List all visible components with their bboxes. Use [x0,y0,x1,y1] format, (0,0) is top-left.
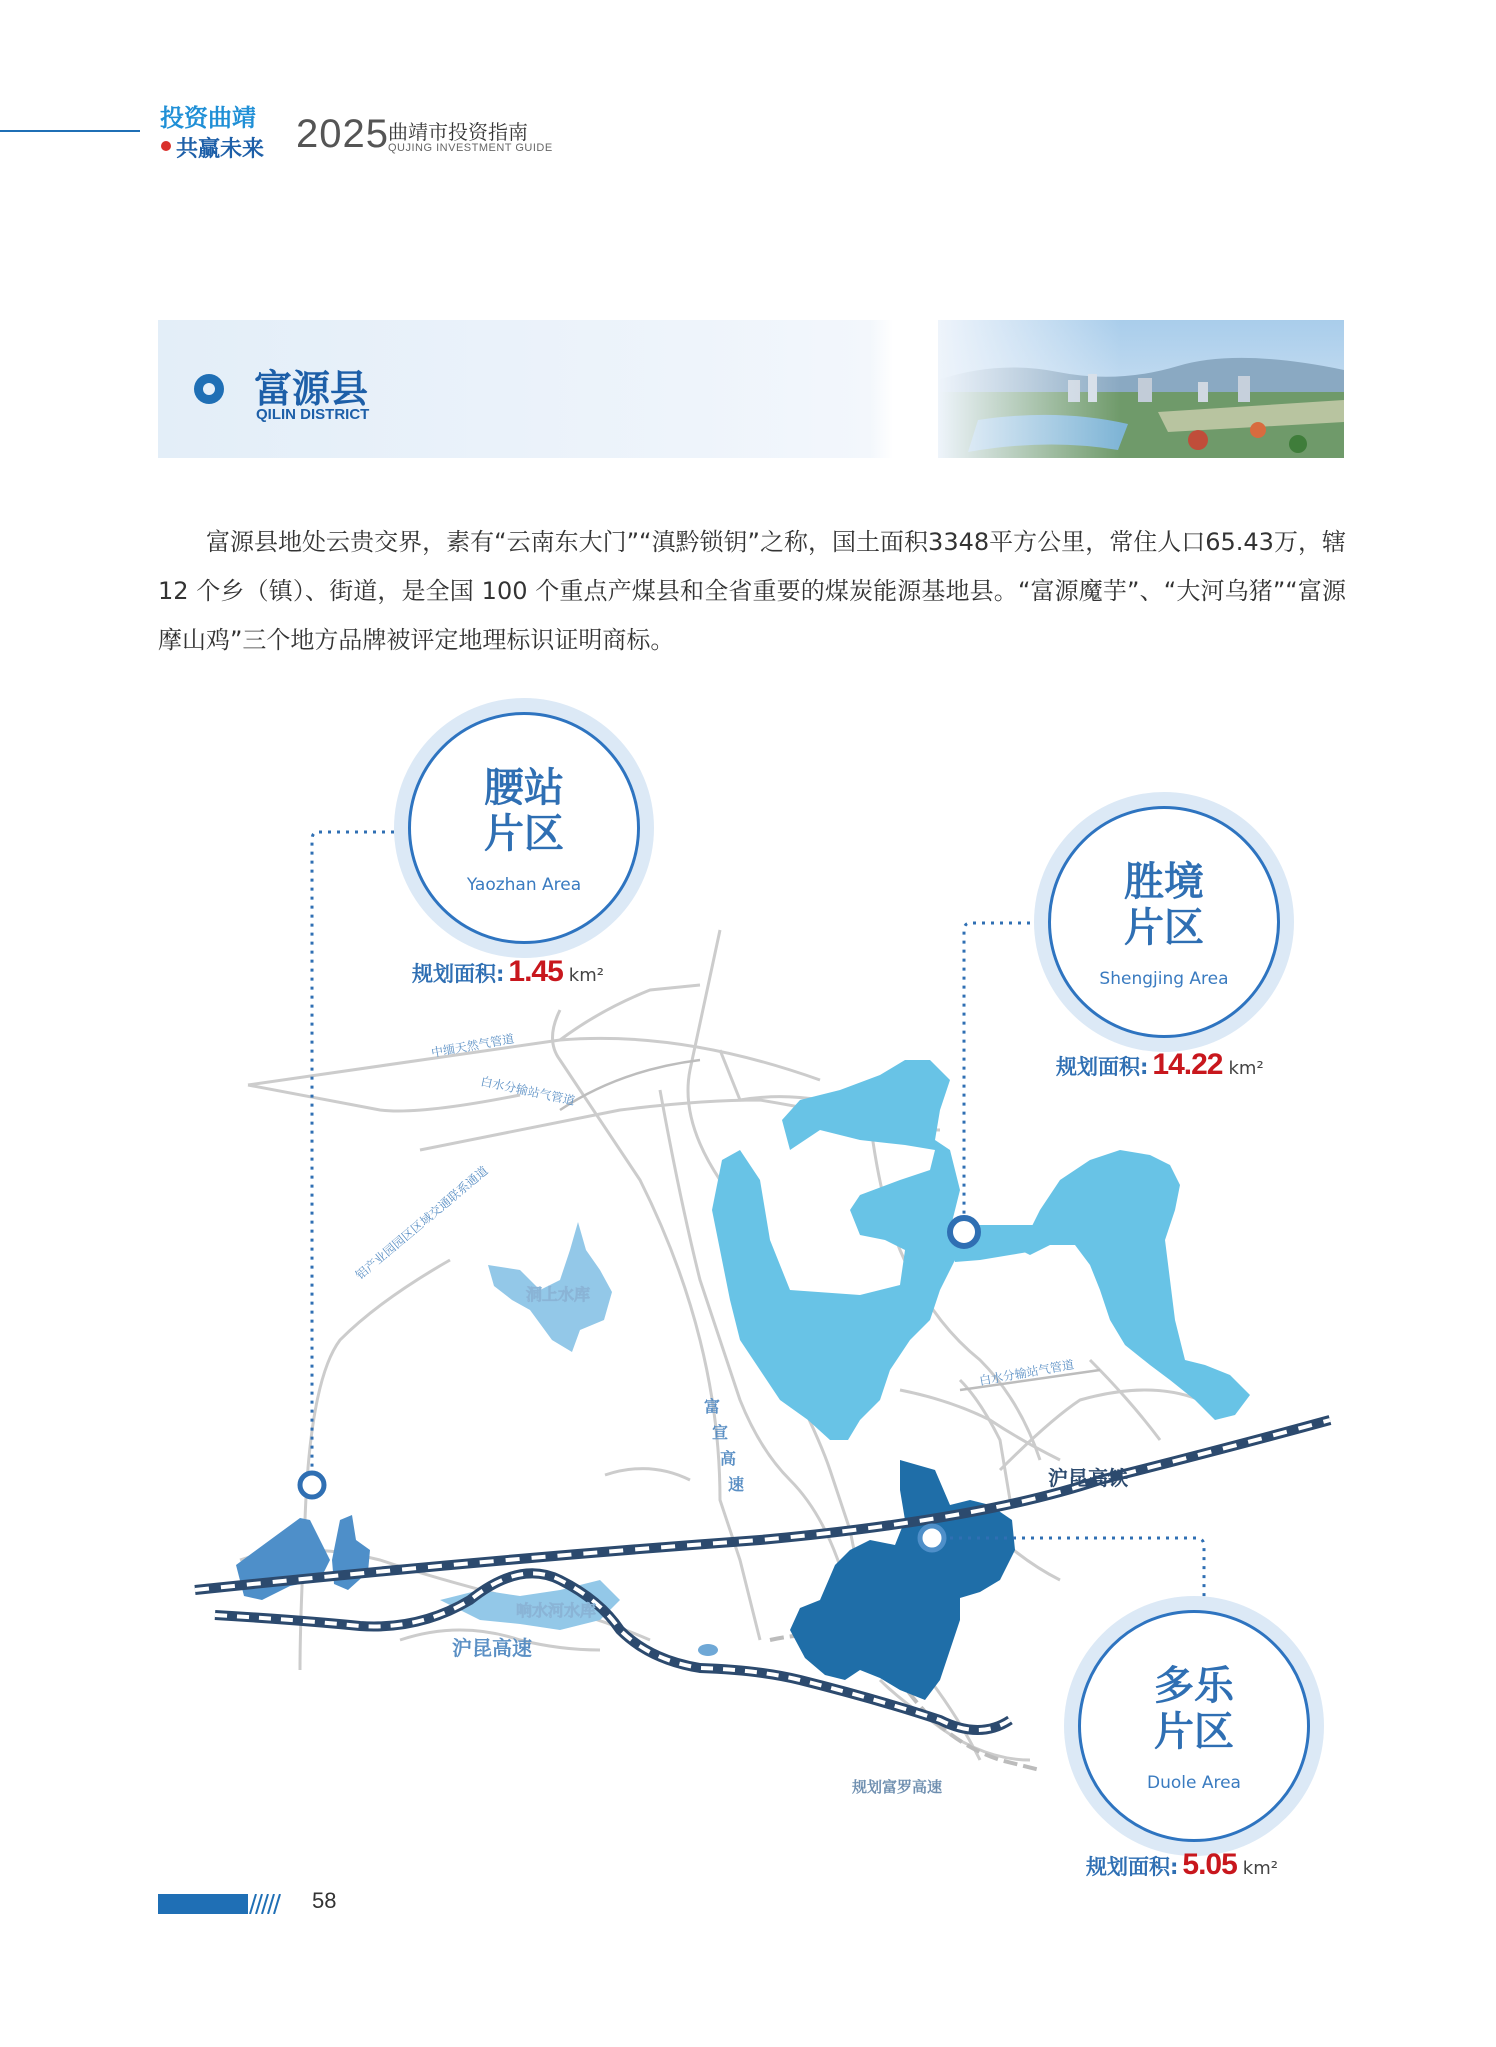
shengjing-name-en: Shengjing Area [1099,969,1229,989]
small-pond [698,1644,718,1656]
footer-bar [158,1894,248,1914]
hukun-expressway-label: 沪昆高速 [452,1636,532,1660]
duole-area-shape [790,1460,1015,1700]
plan-unit: km² [1228,1058,1264,1079]
shengjing-name-1: 胜境 [1124,859,1204,905]
page-number: 58 [312,1888,337,1913]
plan-value: 5.05 [1182,1848,1237,1881]
pipeline-label-3: 白水分输站气管道 [978,1357,1076,1388]
fuxuan-char-4: 速 [728,1475,745,1494]
fuxuan-char-2: 宣 [712,1423,729,1442]
fuluo-expressway-label: 规划富罗高速 [852,1778,943,1796]
svg-text:共赢未来: 共赢未来 [176,137,265,162]
fuxuan-expressway-label [704,1397,744,1494]
shengjing-area-circle [1048,806,1280,1038]
svg-text:投资曲靖: 投资曲靖 [160,104,256,132]
footer-stripes [248,1894,284,1914]
shengjing-plan-area [1056,1048,1264,1082]
duole-name-2: 片区 [1154,1709,1234,1755]
link-road-label: 铝产业园园区区域交通联系通道 [352,1163,491,1283]
reservoir-label-xiangshuihe: 响水河水库 [516,1601,597,1620]
section-title: 富源县 [254,367,369,411]
hsr-label: 沪昆高铁 [1048,1466,1128,1490]
yaozhan-name-en: Yaozhan Area [466,875,582,895]
yaozhan-name-1: 腰站 [484,765,564,811]
header-title-cn: 曲靖市投资指南 [388,120,528,144]
reservoir-label-dongshang: 洞上水库 [526,1285,591,1304]
plan-label: 规划面积: [1086,1855,1179,1879]
plan-unit: km² [568,965,604,986]
section-subtitle: QILIN DISTRICT [256,406,370,423]
header-title-en: QUJING INVESTMENT GUIDE [388,142,553,154]
yaozhan-plan-area [412,955,604,989]
duole-area-circle [1078,1610,1310,1842]
yaozhan-name-2: 片区 [484,811,564,857]
duole-plan-area [1086,1848,1278,1882]
duole-name-1: 多乐 [1154,1663,1234,1709]
shengjing-name-2: 片区 [1124,905,1204,951]
duole-name-en: Duole Area [1147,1773,1241,1793]
pipeline-label-1: 中缅天然气管道 [430,1031,516,1060]
header-year: 2025 [296,112,389,156]
shengjing-area-east [1020,1150,1250,1420]
fuxuan-char-1: 富 [704,1397,721,1416]
plan-label: 规划面积: [412,962,505,986]
plan-value: 1.45 [508,955,563,988]
plan-label: 规划面积: [1056,1055,1149,1079]
plan-value: 14.22 [1152,1048,1223,1081]
pipeline-label-2: 白水分输站气管道 [479,1074,577,1108]
fuxuan-char-3: 高 [720,1449,737,1468]
intro-paragraph: 富源县地处云贵交界，素有“云南东大门”“滇黔锁钥”之称，国土面积3348平方公里，常住人口65.43万，辖 12 个乡（镇）、街道，是全国 100 个重点产煤县和全省重要的煤炭能源基地县。“富源魔芋”、“大河乌猪”“富源摩山鸡”三个地方品牌被评定地理标识证明商标。 [158,528,1346,654]
plan-unit: km² [1242,1858,1278,1879]
yaozhan-area-circle [408,712,640,944]
